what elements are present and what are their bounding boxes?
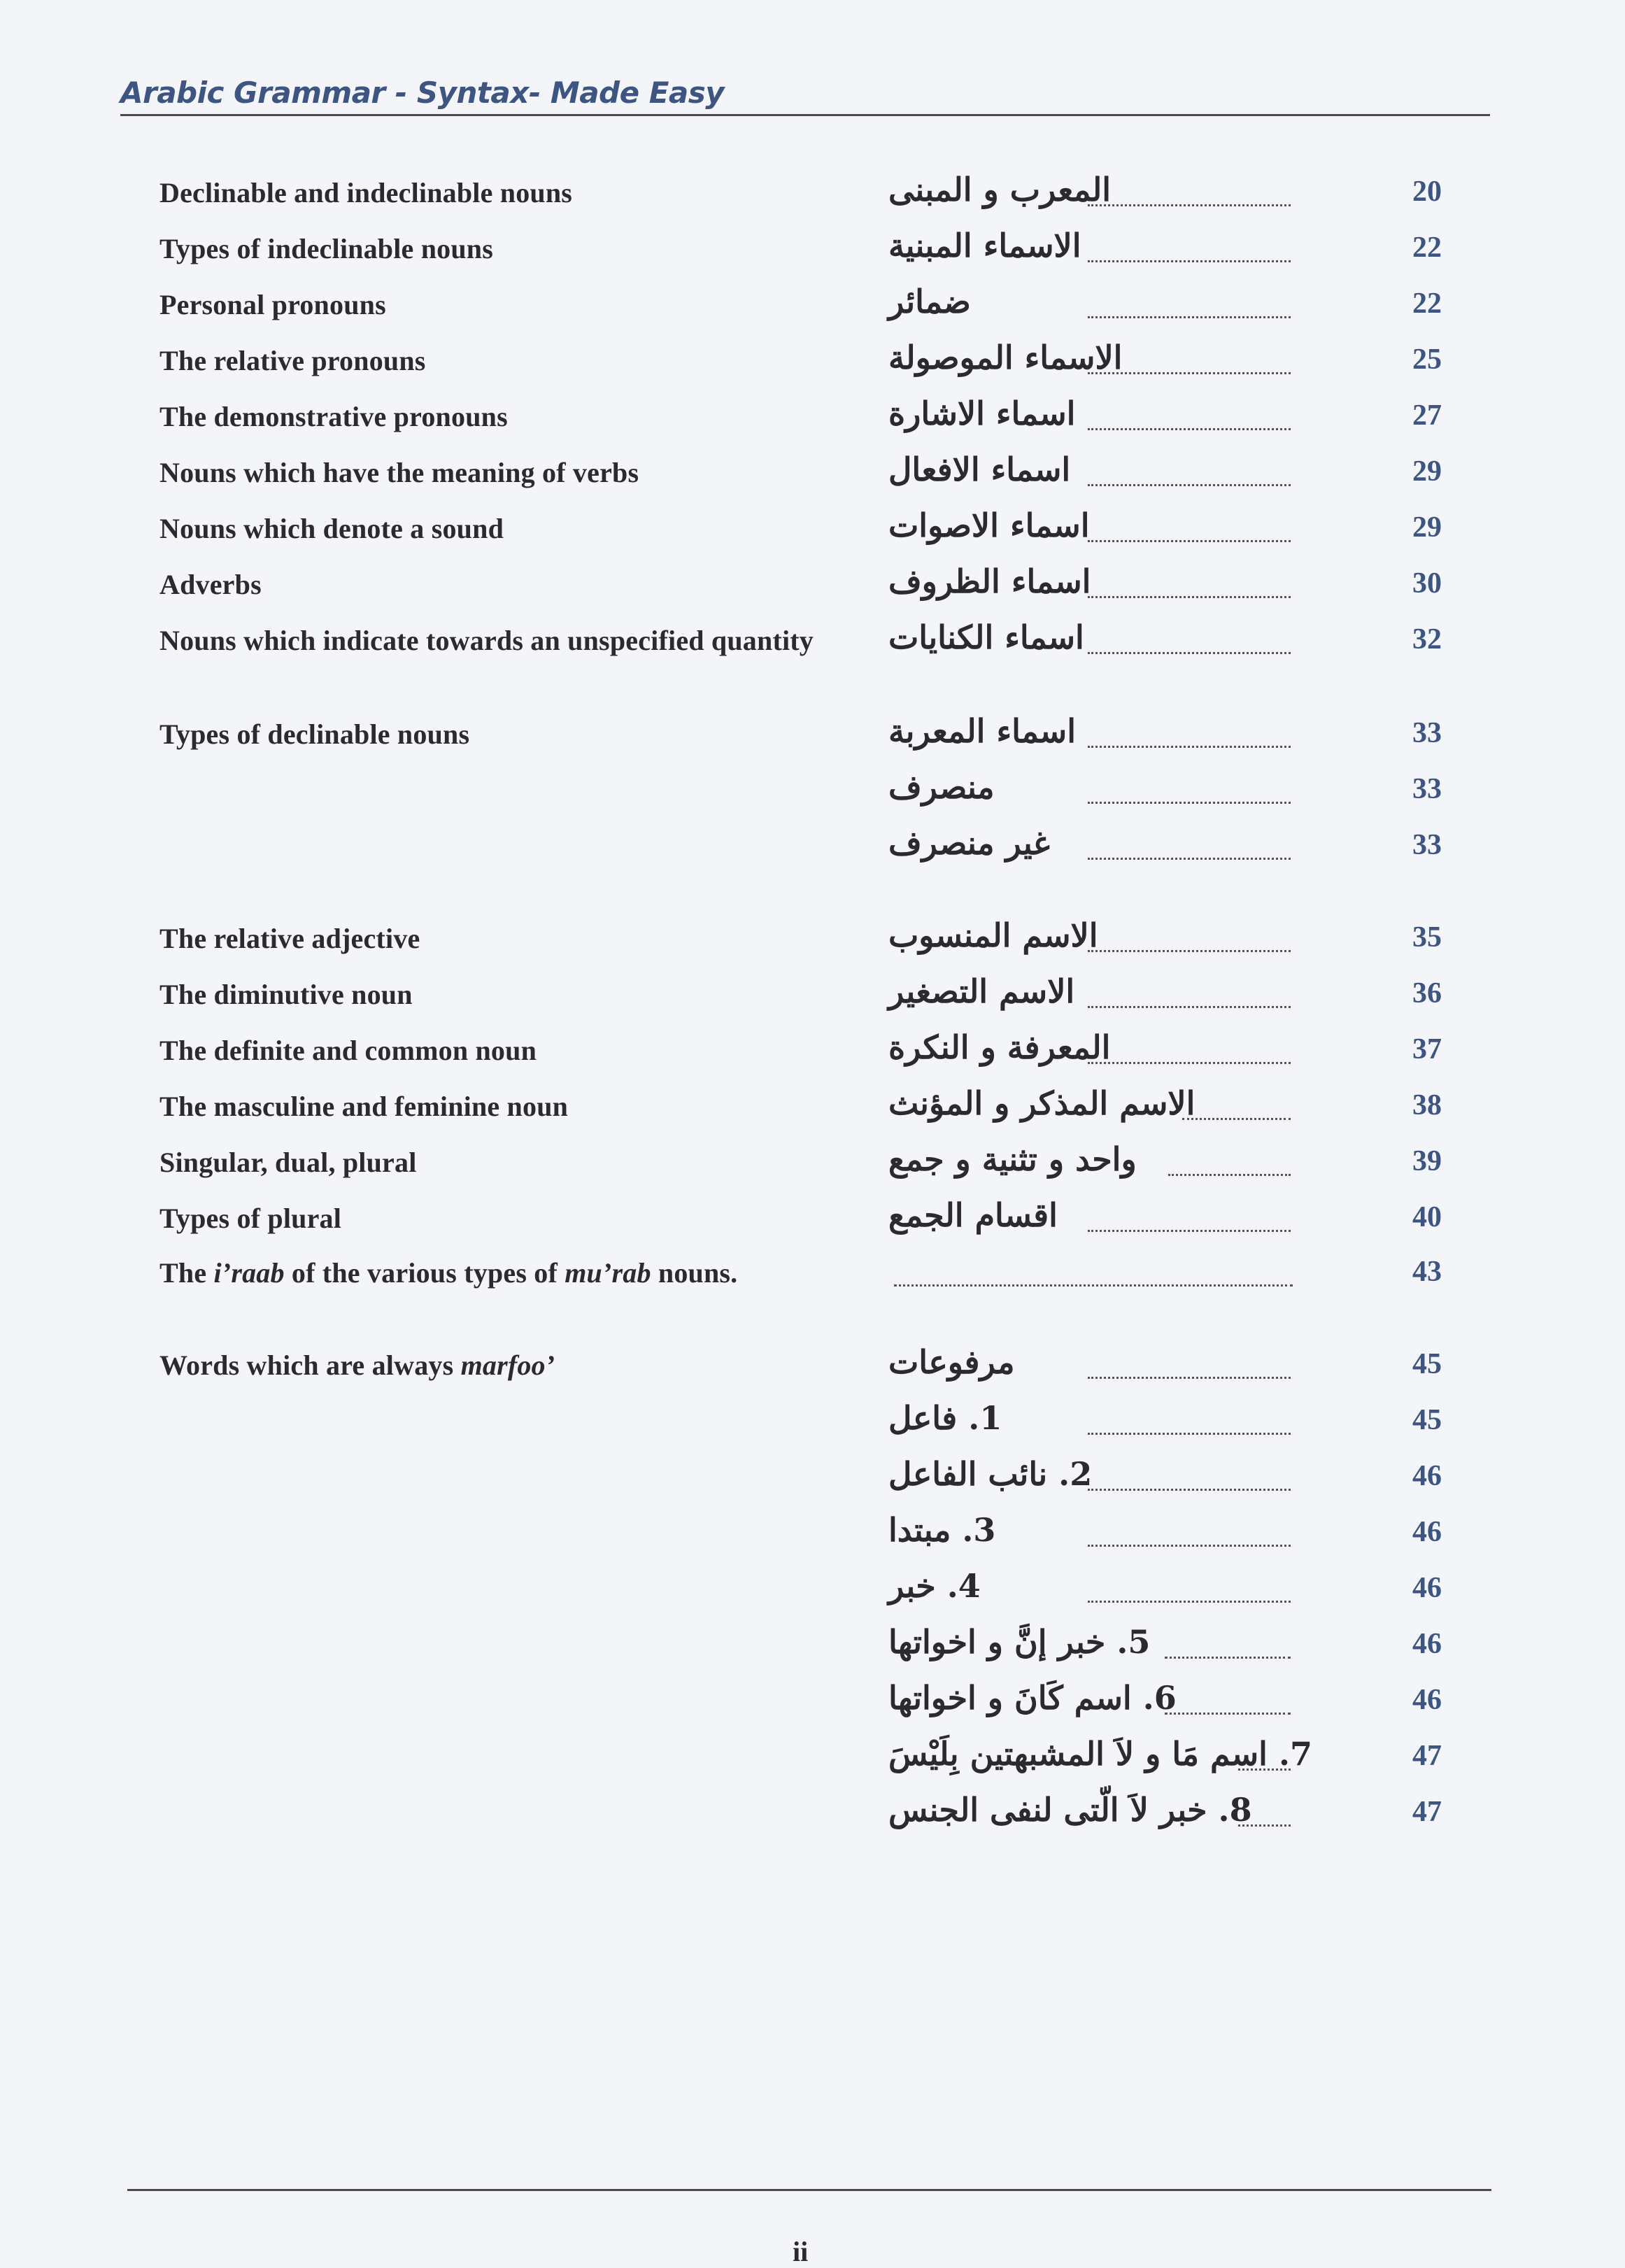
dot-leader bbox=[1088, 1202, 1291, 1232]
page-number: ii bbox=[793, 2236, 809, 2267]
toc-english-title: Nouns which denote a sound bbox=[159, 513, 504, 544]
dot-leader bbox=[1088, 978, 1291, 1008]
dot-leader bbox=[1088, 718, 1291, 748]
footer-rule bbox=[127, 2189, 1491, 2191]
toc-english-title: Types of declinable nouns bbox=[159, 718, 470, 750]
toc-page-number: 47 bbox=[1412, 1796, 1442, 1828]
toc-page-number: 38 bbox=[1412, 1089, 1442, 1121]
toc-english-title: Nouns which have the meaning of verbs bbox=[159, 457, 639, 488]
running-header-title: Arabic Grammar - Syntax- Made Easy bbox=[120, 76, 725, 110]
dot-leader bbox=[1088, 456, 1291, 486]
toc-arabic-title: اسماء الاشارة bbox=[888, 395, 1076, 432]
toc-arabic-title: 7. اسم مَا و لاَ المشبهتين بِلَيْسَ bbox=[888, 1735, 1313, 1773]
toc-page-number: 27 bbox=[1412, 399, 1442, 432]
toc-page-number: 33 bbox=[1412, 717, 1442, 749]
toc-row bbox=[0, 1563, 1625, 1612]
toc-row bbox=[0, 1507, 1625, 1556]
dot-leader bbox=[1088, 1573, 1291, 1603]
toc-arabic-title: الاسماء الموصولة bbox=[888, 339, 1123, 376]
toc-text-part: Words which are always bbox=[159, 1349, 461, 1381]
toc-arabic-title: 2. نائب الفاعل bbox=[888, 1455, 1093, 1493]
toc-arabic-title: 6. اسم كَانَ و اخواتها bbox=[888, 1679, 1177, 1717]
toc-page-number: 29 bbox=[1412, 455, 1442, 488]
toc-row bbox=[0, 1787, 1625, 1836]
toc-row bbox=[0, 1024, 1625, 1073]
toc-arabic-title: مرفوعات bbox=[888, 1343, 1015, 1381]
toc-arabic-title: اسماء الاصوات bbox=[888, 506, 1090, 544]
toc-arabic-title: غير منصرف bbox=[888, 824, 1050, 862]
header-rule bbox=[120, 114, 1490, 116]
toc-italic-term: mu’rab bbox=[565, 1257, 651, 1289]
dot-leader bbox=[1238, 1741, 1291, 1771]
toc-page-number: 22 bbox=[1412, 232, 1442, 264]
toc-arabic-title: الاسم المذكر و المؤنث bbox=[888, 1084, 1195, 1122]
dot-leader bbox=[1088, 232, 1291, 262]
toc-row bbox=[0, 502, 1625, 551]
toc-english-title: The relative adjective bbox=[159, 923, 420, 954]
dot-leader bbox=[1088, 774, 1291, 804]
dot-leader bbox=[1088, 1034, 1291, 1064]
toc-english-title: The definite and common noun bbox=[159, 1035, 537, 1066]
dot-leader bbox=[1088, 512, 1291, 542]
toc-english-title: Personal pronouns bbox=[159, 289, 386, 320]
toc-english-title bbox=[159, 1349, 555, 1382]
toc-page-number: 45 bbox=[1412, 1404, 1442, 1436]
dot-leader bbox=[1088, 922, 1291, 952]
dot-leader bbox=[1088, 624, 1291, 654]
dot-leader bbox=[1088, 1461, 1291, 1491]
dot-leader bbox=[1088, 1517, 1291, 1547]
toc-page-number: 43 bbox=[1412, 1256, 1442, 1288]
toc-page-number: 40 bbox=[1412, 1201, 1442, 1233]
dot-leader bbox=[1182, 1090, 1291, 1120]
toc-english-title: The diminutive noun bbox=[159, 979, 413, 1010]
toc-row bbox=[0, 708, 1625, 757]
toc-english-title: Declinable and indeclinable nouns bbox=[159, 177, 573, 208]
toc-page-number: 46 bbox=[1412, 1572, 1442, 1604]
dot-leader bbox=[1088, 288, 1291, 318]
toc-english-title: Types of indeclinable nouns bbox=[159, 233, 494, 264]
toc-italic-term: marfoo’ bbox=[460, 1349, 555, 1381]
dot-leader bbox=[1165, 1629, 1291, 1659]
toc-row bbox=[0, 1675, 1625, 1724]
toc-page-number: 32 bbox=[1412, 623, 1442, 655]
toc-english-title: The relative pronouns bbox=[159, 345, 426, 376]
dot-leader bbox=[1088, 1349, 1291, 1379]
toc-row bbox=[0, 1339, 1625, 1388]
toc-arabic-title: الاسم المنسوب bbox=[888, 916, 1098, 954]
toc-page-number: 39 bbox=[1412, 1145, 1442, 1177]
toc-row bbox=[0, 1080, 1625, 1129]
toc-arabic-title: اسماء الكنايات bbox=[888, 618, 1084, 656]
toc-text-part: The bbox=[159, 1257, 214, 1289]
toc-row bbox=[0, 222, 1625, 271]
dot-leader bbox=[1088, 1405, 1291, 1435]
toc-page-number: 46 bbox=[1412, 1516, 1442, 1548]
toc-text-part: of the various types of bbox=[284, 1257, 565, 1289]
toc-arabic-title: الاسم التصغير bbox=[888, 972, 1075, 1010]
toc-row bbox=[0, 1247, 1625, 1296]
toc-row bbox=[0, 390, 1625, 439]
toc-page-number: 45 bbox=[1412, 1348, 1442, 1380]
toc-english-title: The demonstrative pronouns bbox=[159, 401, 508, 432]
toc-page-number: 46 bbox=[1412, 1628, 1442, 1660]
dot-leader bbox=[1238, 1796, 1291, 1827]
toc-english-title: Types of plural bbox=[159, 1203, 342, 1234]
toc-page-number: 30 bbox=[1412, 567, 1442, 600]
toc-arabic-title: 1. فاعل bbox=[888, 1399, 1002, 1437]
toc-page-number: 22 bbox=[1412, 288, 1442, 320]
toc-row bbox=[0, 334, 1625, 383]
toc-arabic-title: اسماء المعربة bbox=[888, 712, 1077, 750]
toc-english-title: The masculine and feminine noun bbox=[159, 1091, 569, 1122]
toc-row bbox=[0, 446, 1625, 495]
toc-page-number: 20 bbox=[1412, 176, 1442, 208]
toc-italic-term: i’raab bbox=[213, 1257, 285, 1289]
toc-row bbox=[0, 912, 1625, 961]
dot-leader bbox=[1088, 400, 1291, 430]
toc-arabic-title: المعرفة و النكرة bbox=[888, 1028, 1111, 1066]
toc-arabic-title: المعرب و المبنى bbox=[888, 171, 1112, 208]
toc-page-number: 47 bbox=[1412, 1740, 1442, 1772]
toc-page-number: 33 bbox=[1412, 829, 1442, 861]
dot-leader bbox=[1088, 830, 1291, 860]
toc-arabic-title: 8. خبر لاَ الّتى لنفى الجنس bbox=[888, 1791, 1252, 1829]
toc-page-number: 36 bbox=[1412, 977, 1442, 1009]
toc-row bbox=[0, 558, 1625, 607]
toc-page-number: 33 bbox=[1412, 773, 1442, 805]
toc-row bbox=[0, 820, 1625, 869]
dot-leader bbox=[1088, 176, 1291, 206]
dot-leader bbox=[1088, 568, 1291, 598]
toc-row bbox=[0, 1731, 1625, 1780]
toc-row bbox=[0, 1395, 1625, 1444]
toc-arabic-title: اسماء الافعال bbox=[888, 451, 1071, 488]
toc-arabic-title: 5. خبر إنَّ و اخواتها bbox=[888, 1623, 1151, 1661]
toc-arabic-title: 3. مبتدا bbox=[888, 1511, 996, 1549]
toc-arabic-title: منصرف bbox=[888, 768, 995, 806]
toc-row bbox=[0, 166, 1625, 215]
toc-page-number: 37 bbox=[1412, 1033, 1442, 1065]
toc-arabic-title: ضمائر bbox=[888, 283, 971, 320]
toc-row bbox=[0, 1619, 1625, 1668]
toc-row bbox=[0, 1451, 1625, 1500]
toc-english-title: Singular, dual, plural bbox=[159, 1147, 417, 1178]
toc-page-number: 25 bbox=[1412, 343, 1442, 376]
dot-leader bbox=[894, 1256, 1293, 1287]
toc-page-number: 46 bbox=[1412, 1460, 1442, 1492]
dot-leader bbox=[1168, 1146, 1291, 1176]
toc-arabic-title: اقسام الجمع bbox=[888, 1196, 1058, 1234]
toc-row bbox=[0, 1136, 1625, 1185]
toc-english-title: Adverbs bbox=[159, 569, 262, 600]
toc-arabic-title: الاسماء المبنية bbox=[888, 227, 1081, 264]
toc-page-number: 29 bbox=[1412, 511, 1442, 544]
dot-leader bbox=[1165, 1685, 1291, 1715]
toc-row bbox=[0, 278, 1625, 327]
dot-leader bbox=[1088, 344, 1291, 374]
toc-row bbox=[0, 968, 1625, 1017]
toc-english-title bbox=[159, 1256, 737, 1289]
toc-page-number: 35 bbox=[1412, 921, 1442, 954]
toc-row bbox=[0, 764, 1625, 813]
toc-text-part: nouns. bbox=[651, 1257, 738, 1289]
toc-row bbox=[0, 614, 1625, 663]
toc-english-title: Nouns which indicate towards an unspecified quantity bbox=[159, 625, 814, 656]
toc-row bbox=[0, 1192, 1625, 1241]
toc-arabic-title: اسماء الظروف bbox=[888, 562, 1091, 600]
toc-arabic-title: واحد و تثنية و جمع bbox=[888, 1140, 1137, 1178]
toc-page-number: 46 bbox=[1412, 1684, 1442, 1716]
toc-arabic-title: 4. خبر bbox=[888, 1567, 981, 1605]
